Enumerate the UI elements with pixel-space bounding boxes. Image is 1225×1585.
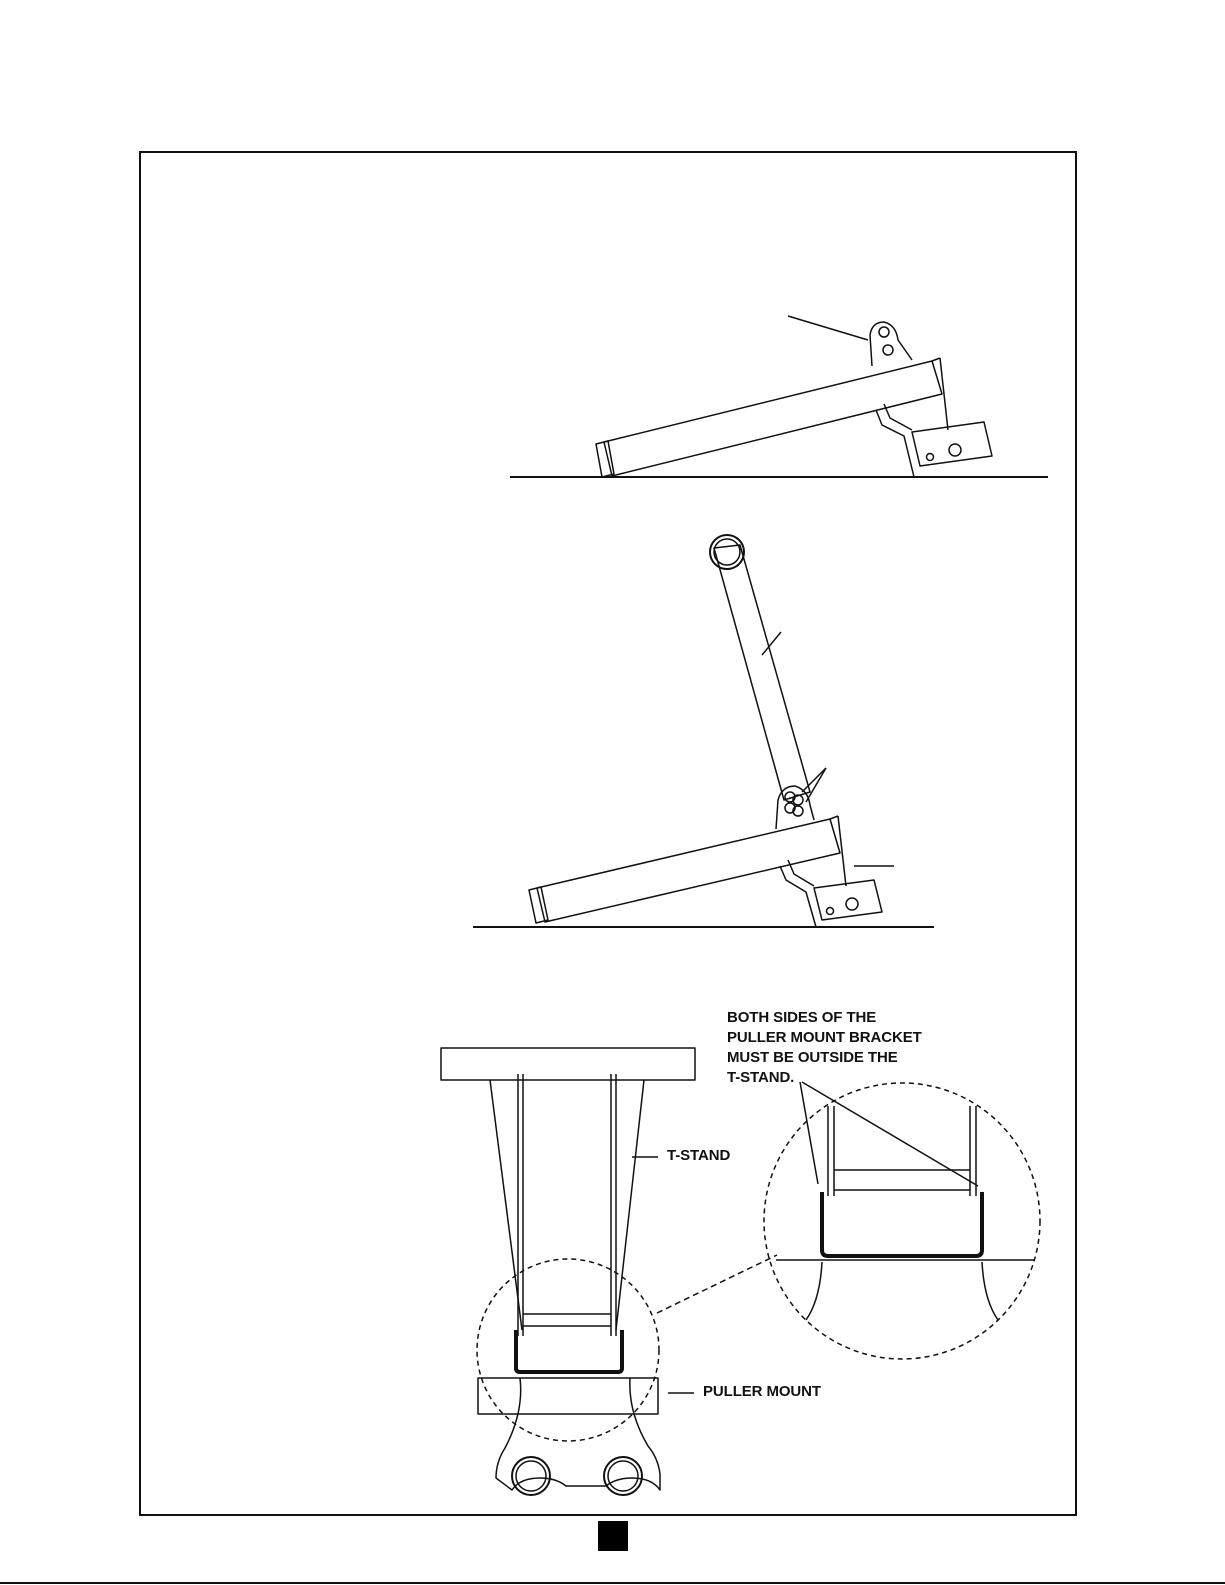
puller-mount-label: PULLER MOUNT [703, 1383, 821, 1400]
page-number-marker [598, 1521, 628, 1551]
t-stand-label: T-STAND [667, 1147, 731, 1164]
bracket-note-line: BOTH SIDES OF THE [727, 1009, 877, 1026]
figure-1-base-frame [510, 316, 1048, 477]
magnified-u-channel [822, 1192, 982, 1256]
base-beam-2 [537, 819, 840, 922]
t-stand-left-edge [490, 1080, 522, 1330]
puller-mount-body [496, 1378, 660, 1490]
t-stand-right-edge [616, 1080, 644, 1330]
t-stand-tube [714, 545, 810, 800]
bracket-note-line: T-STAND. [727, 1069, 795, 1086]
puller-mount-u-channel [516, 1330, 622, 1372]
t-stand-top-bar [441, 1048, 695, 1080]
offset-leg-2 [780, 866, 816, 927]
leader-line-bracket-1 [788, 316, 868, 340]
figure-2-tstand-assembled [473, 535, 934, 927]
bottom-rule [0, 1582, 1225, 1584]
leader-line-tube [762, 632, 781, 655]
bracket-hole-icon [883, 345, 893, 355]
detail-connector [657, 1255, 777, 1313]
bracket-note-line: PULLER MOUNT BRACKET [727, 1029, 922, 1046]
bracket-hole-icon [879, 327, 889, 337]
leader-line-note-left [800, 1082, 818, 1184]
bolt-icon [846, 898, 858, 910]
bracket-note-line: MUST BE OUTSIDE THE [727, 1049, 898, 1066]
mount-ring-right-icon [604, 1457, 642, 1495]
bolt-icon [949, 444, 961, 456]
mount-ring-left-icon [512, 1457, 550, 1495]
detail-circle-large [764, 1083, 1040, 1359]
figure-3-top-view [441, 1048, 1040, 1495]
puller-mount-bracket-1 [870, 322, 912, 366]
bracket-note [727, 1008, 922, 1088]
